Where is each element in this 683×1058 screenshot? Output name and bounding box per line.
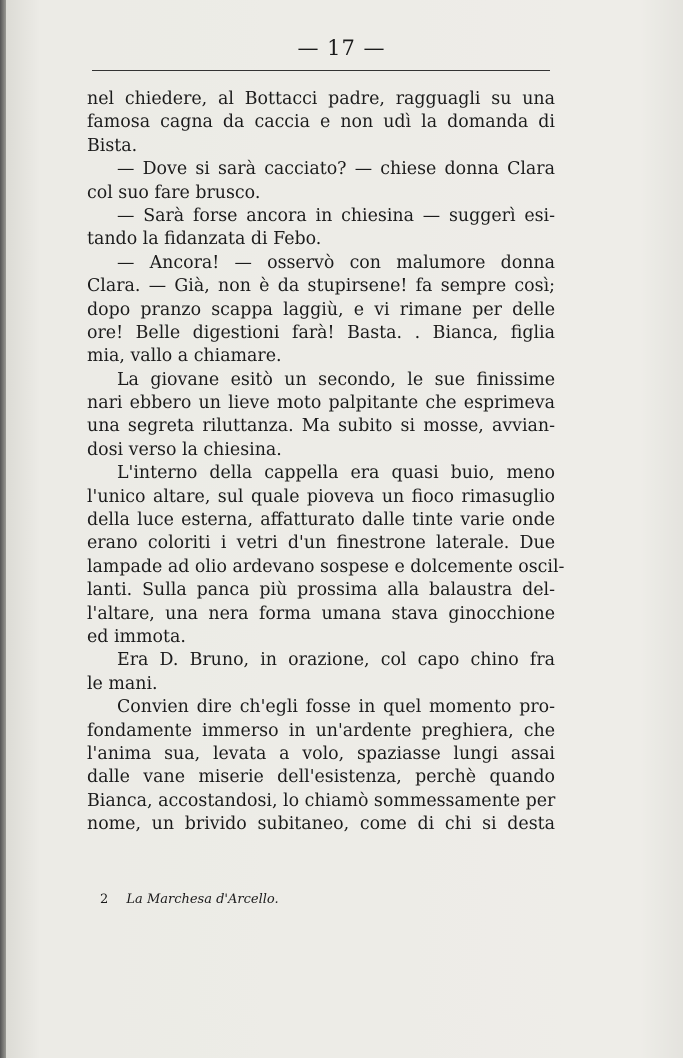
body-text xyxy=(87,88,565,837)
text-line: una segreta riluttanza. Ma subito si mosse, avvian- xyxy=(87,416,555,437)
page-footer xyxy=(100,892,279,907)
text-line: nome, un brivido subitaneo, come di chi si desta xyxy=(87,814,555,835)
text-line: tando la fidanzata di Febo. xyxy=(87,229,322,250)
text-line: famosa cagna da caccia e non udì la domanda di xyxy=(87,112,555,133)
text-line: ore! Belle digestioni farà! Basta. . Bianca, figlia xyxy=(87,322,555,343)
text-line: le mani. xyxy=(87,673,158,694)
text-line: L'interno della cappella era quasi buio, meno xyxy=(117,463,555,484)
signature-mark: 2 xyxy=(100,892,109,907)
text-line: Clara. — Già, non è da stupirsene! fa sempre così; xyxy=(87,276,555,297)
text-line: mia, vallo a chiamare. xyxy=(87,346,282,367)
text-line: dopo pranzo scappa laggiù, e vi rimane per delle xyxy=(87,299,555,320)
text-line: nel chiedere, al Bottacci padre, ragguagli su una xyxy=(87,89,555,109)
text-line: La giovane esitò un secondo, le sue finissime xyxy=(117,369,555,390)
text-line: dalle vane miserie dell'esistenza, perchè quando xyxy=(87,767,555,788)
text-line: ed immota. xyxy=(87,626,186,647)
text-line: dosi verso la chiesina. xyxy=(87,439,282,460)
text-line: erano coloriti i vetri d'un finestrone laterale. Due xyxy=(87,533,555,554)
text-line: lanti. Sulla panca più prossima alla balaustra del- xyxy=(87,580,555,601)
page-number: — 17 — xyxy=(297,36,386,60)
text-line: — Ancora! — osservò con malumore donna xyxy=(117,252,555,273)
text-line: l'altare, una nera forma umana stava ginocchione xyxy=(87,603,555,624)
text-line: fondamente immerso in un'ardente preghiera, che xyxy=(87,720,555,741)
text-line: della luce esterna, affatturato dalle tinte varie onde xyxy=(87,510,555,531)
text-line: — Sarà forse ancora in chiesina — suggerì esi- xyxy=(117,205,555,226)
header-rule xyxy=(92,70,550,71)
text-line: Bianca, accostandosi, lo chiamò sommessamente per xyxy=(87,790,556,811)
text-line: Convien dire ch'egli fosse in quel momento pro- xyxy=(117,697,555,718)
text-line: l'anima sua, levata a volo, spaziasse lungi assai xyxy=(87,743,555,764)
text-line: Bista. xyxy=(87,135,138,156)
text-line: nari ebbero un lieve moto palpitante che esprimeva xyxy=(87,393,555,414)
text-line: lampade ad olio ardevano sospese e dolcemente oscil- xyxy=(87,556,565,577)
text-line: — Dove si sarà cacciato? — chiese donna Clara xyxy=(117,159,555,180)
text-line: l'unico altare, sul quale pioveva un fioco rimasuglio xyxy=(87,486,555,507)
text-line: Era D. Bruno, in orazione, col capo chino fra xyxy=(117,650,555,671)
running-title: La Marchesa d'Arcello. xyxy=(126,892,279,907)
page-spine-shadow xyxy=(0,0,6,1058)
text-line: col suo fare brusco. xyxy=(87,182,261,203)
